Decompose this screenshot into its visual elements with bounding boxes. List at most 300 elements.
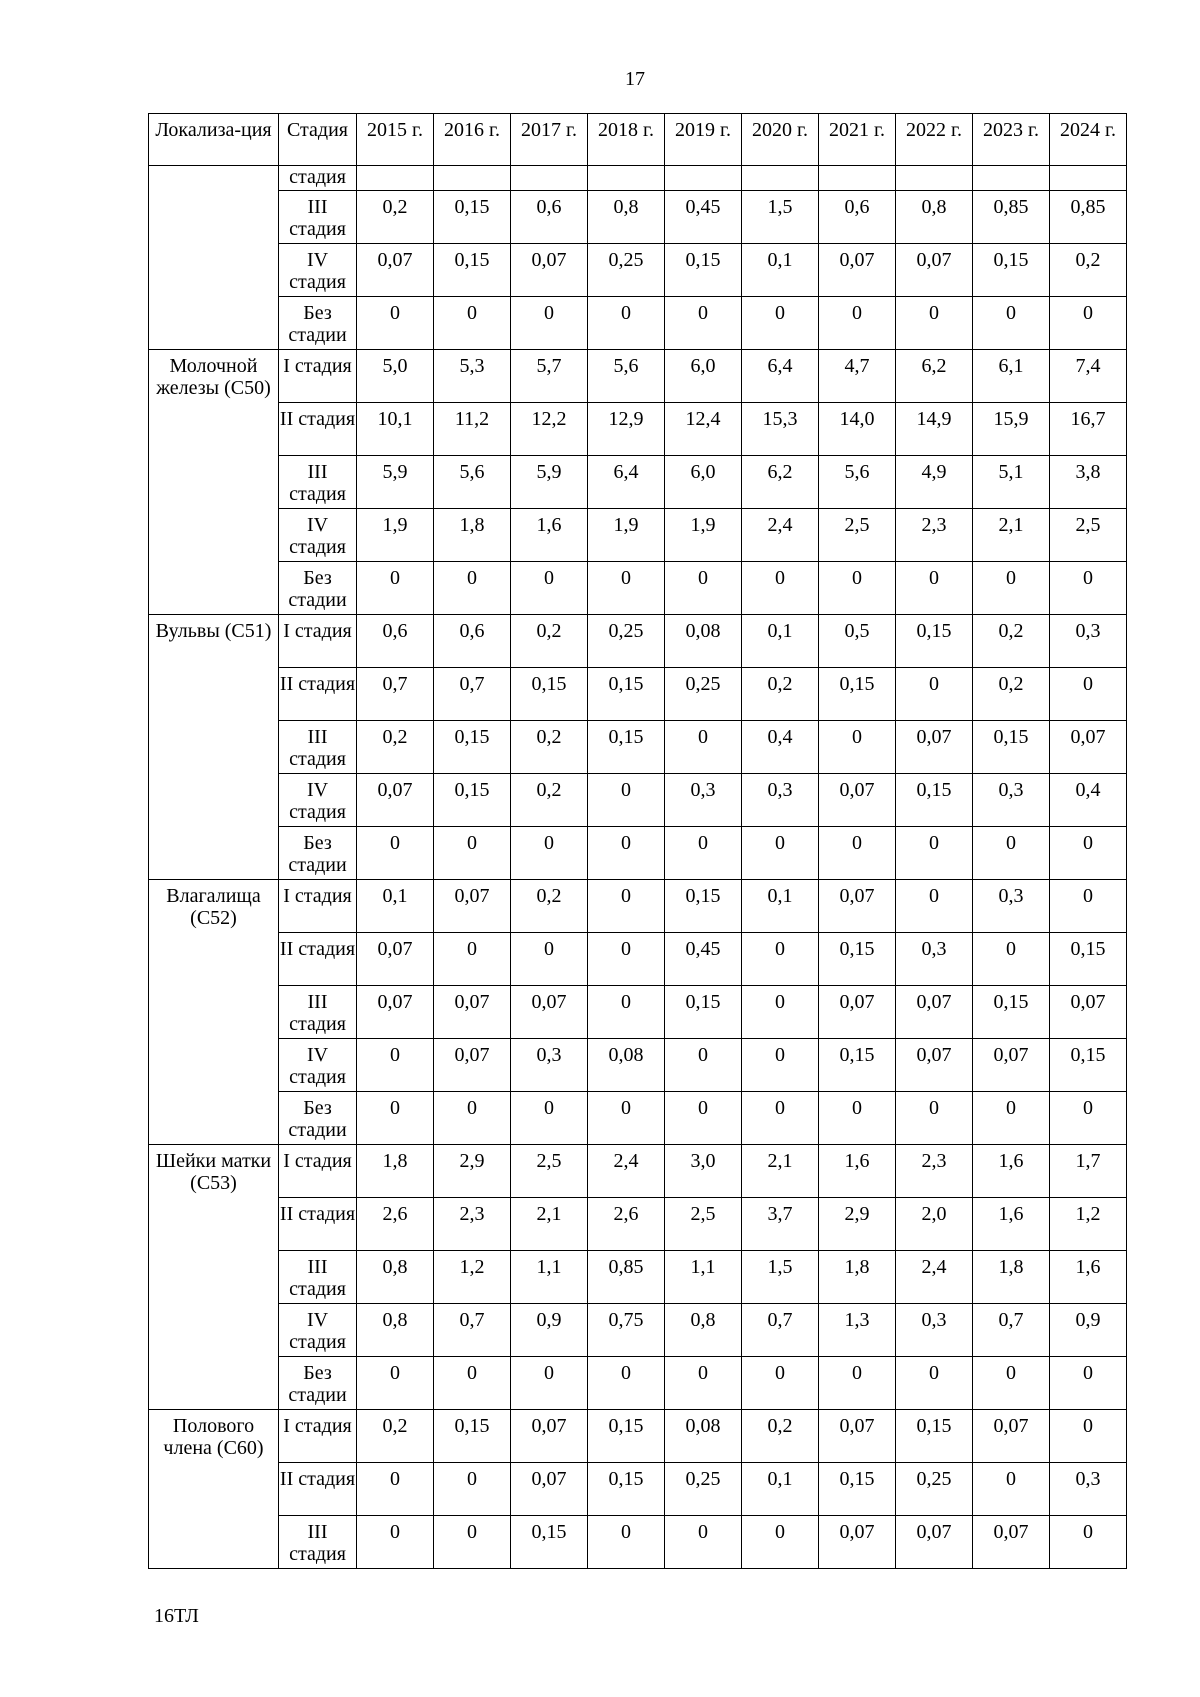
table-row — [149, 1251, 1127, 1304]
stage-cell: II стадия — [279, 1463, 357, 1516]
value-cell: 0,6 — [511, 191, 588, 244]
value-cell: 0 — [973, 1463, 1050, 1516]
value-cell: 0 — [665, 297, 742, 350]
value-cell: 0 — [1050, 668, 1127, 721]
value-cell: 2,5 — [665, 1198, 742, 1251]
value-cell: 0,15 — [896, 1410, 973, 1463]
table-header-row — [149, 114, 1127, 166]
value-cell: 0 — [1050, 562, 1127, 615]
footer-code: 16ТЛ — [154, 1605, 199, 1627]
value-cell: 0 — [588, 562, 665, 615]
value-cell: 0,15 — [819, 1463, 896, 1516]
value-cell: 0,3 — [973, 774, 1050, 827]
value-cell: 2,3 — [434, 1198, 511, 1251]
value-cell: 0 — [511, 933, 588, 986]
localization-cell: Полового члена (C60) — [149, 1410, 279, 1569]
value-cell: 0 — [1050, 1516, 1127, 1569]
header-year: 2024 г. — [1050, 114, 1127, 166]
stage-cell: IV стадия — [279, 244, 357, 297]
stage-cell: I стадия — [279, 880, 357, 933]
value-cell: 0 — [742, 1516, 819, 1569]
value-cell: 0 — [896, 297, 973, 350]
value-cell: 6,4 — [588, 456, 665, 509]
value-cell: 2,6 — [588, 1198, 665, 1251]
value-cell: 0,15 — [434, 1410, 511, 1463]
value-cell: 0,07 — [357, 986, 434, 1039]
stage-cell: I стадия — [279, 350, 357, 403]
value-cell: 0,1 — [742, 1463, 819, 1516]
value-cell: 0,07 — [819, 774, 896, 827]
value-cell: 0,7 — [357, 668, 434, 721]
value-cell: 0,07 — [434, 1039, 511, 1092]
value-cell: 0,2 — [973, 668, 1050, 721]
value-cell: 0 — [665, 562, 742, 615]
value-cell: 0 — [819, 297, 896, 350]
value-cell: 0 — [742, 827, 819, 880]
stage-cell: III стадия — [279, 1251, 357, 1304]
value-cell: 0,15 — [665, 244, 742, 297]
value-cell: 0,85 — [588, 1251, 665, 1304]
value-cell: 2,1 — [742, 1145, 819, 1198]
value-cell: 0 — [665, 1357, 742, 1410]
value-cell: 0,1 — [742, 244, 819, 297]
value-cell: 0,2 — [511, 615, 588, 668]
value-cell: 0,07 — [1050, 721, 1127, 774]
value-cell: 2,1 — [511, 1198, 588, 1251]
value-cell: 0 — [588, 1092, 665, 1145]
value-cell: 0,8 — [896, 191, 973, 244]
value-cell: 0 — [819, 1357, 896, 1410]
stage-cell: стадия — [279, 166, 357, 191]
value-cell: 0,07 — [357, 933, 434, 986]
value-cell: 0 — [588, 1516, 665, 1569]
value-cell: 7,4 — [1050, 350, 1127, 403]
stage-cell: III стадия — [279, 456, 357, 509]
stage-cell: II стадия — [279, 403, 357, 456]
value-cell: 0 — [1050, 297, 1127, 350]
value-cell: 0,07 — [819, 880, 896, 933]
localization-cell: Вульвы (C51) — [149, 615, 279, 880]
value-cell — [819, 166, 896, 191]
table-row — [149, 191, 1127, 244]
value-cell: 0,15 — [1050, 1039, 1127, 1092]
value-cell: 0 — [357, 1092, 434, 1145]
value-cell: 0,3 — [896, 933, 973, 986]
value-cell: 2,5 — [1050, 509, 1127, 562]
value-cell: 0 — [742, 933, 819, 986]
value-cell: 0 — [511, 297, 588, 350]
value-cell: 0,3 — [1050, 1463, 1127, 1516]
value-cell: 1,6 — [819, 1145, 896, 1198]
value-cell: 0,2 — [357, 721, 434, 774]
value-cell: 0,45 — [665, 191, 742, 244]
value-cell: 0 — [819, 721, 896, 774]
stage-cell: IV стадия — [279, 509, 357, 562]
value-cell: 12,4 — [665, 403, 742, 456]
value-cell: 0,15 — [819, 668, 896, 721]
value-cell: 0 — [357, 297, 434, 350]
value-cell: 0,07 — [973, 1410, 1050, 1463]
value-cell: 0 — [357, 1357, 434, 1410]
value-cell: 0,07 — [896, 1039, 973, 1092]
value-cell: 0,8 — [588, 191, 665, 244]
value-cell: 0,6 — [434, 615, 511, 668]
value-cell: 2,4 — [896, 1251, 973, 1304]
value-cell: 1,6 — [1050, 1251, 1127, 1304]
value-cell: 0 — [588, 986, 665, 1039]
value-cell: 6,2 — [896, 350, 973, 403]
value-cell: 1,3 — [819, 1304, 896, 1357]
value-cell: 0,07 — [357, 774, 434, 827]
value-cell: 5,9 — [357, 456, 434, 509]
value-cell: 0 — [896, 880, 973, 933]
value-cell: 0,15 — [665, 986, 742, 1039]
value-cell: 0,07 — [819, 1410, 896, 1463]
value-cell: 0,07 — [511, 1410, 588, 1463]
value-cell: 0,07 — [973, 1039, 1050, 1092]
value-cell: 0,1 — [742, 615, 819, 668]
stage-cell: I стадия — [279, 615, 357, 668]
value-cell: 12,9 — [588, 403, 665, 456]
header-year: 2015 г. — [357, 114, 434, 166]
value-cell: 6,0 — [665, 456, 742, 509]
value-cell: 2,0 — [896, 1198, 973, 1251]
table-row — [149, 1463, 1127, 1516]
stage-cell: Без стадии — [279, 1092, 357, 1145]
value-cell: 0,15 — [973, 721, 1050, 774]
value-cell: 0,07 — [511, 244, 588, 297]
value-cell: 6,4 — [742, 350, 819, 403]
value-cell: 0 — [973, 827, 1050, 880]
value-cell: 1,6 — [973, 1145, 1050, 1198]
value-cell: 1,2 — [434, 1251, 511, 1304]
table-row — [149, 774, 1127, 827]
value-cell: 4,9 — [896, 456, 973, 509]
header-year: 2017 г. — [511, 114, 588, 166]
table-row — [149, 1516, 1127, 1569]
value-cell: 1,5 — [742, 191, 819, 244]
value-cell: 0 — [434, 1463, 511, 1516]
value-cell: 0,45 — [665, 933, 742, 986]
value-cell: 0 — [434, 297, 511, 350]
value-cell: 0,3 — [742, 774, 819, 827]
value-cell: 0 — [434, 562, 511, 615]
value-cell: 0 — [434, 1516, 511, 1569]
value-cell: 0,08 — [665, 615, 742, 668]
stage-cell: Без стадии — [279, 827, 357, 880]
value-cell: 1,5 — [742, 1251, 819, 1304]
value-cell: 10,1 — [357, 403, 434, 456]
value-cell: 0 — [357, 562, 434, 615]
header-localization: Локализа-ция — [149, 114, 279, 166]
value-cell: 1,6 — [511, 509, 588, 562]
value-cell: 0 — [819, 562, 896, 615]
value-cell: 0 — [742, 1039, 819, 1092]
table-row — [149, 562, 1127, 615]
value-cell: 0 — [819, 1092, 896, 1145]
value-cell: 0 — [973, 933, 1050, 986]
value-cell: 6,2 — [742, 456, 819, 509]
value-cell: 0,7 — [434, 668, 511, 721]
value-cell: 0,07 — [434, 986, 511, 1039]
value-cell: 0,8 — [665, 1304, 742, 1357]
table-row — [149, 933, 1127, 986]
value-cell: 5,6 — [588, 350, 665, 403]
value-cell: 1,1 — [511, 1251, 588, 1304]
value-cell: 5,6 — [434, 456, 511, 509]
header-year: 2020 г. — [742, 114, 819, 166]
table-row — [149, 297, 1127, 350]
value-cell: 0,07 — [819, 986, 896, 1039]
value-cell: 0,25 — [588, 244, 665, 297]
value-cell: 15,3 — [742, 403, 819, 456]
value-cell: 0 — [896, 827, 973, 880]
value-cell: 12,2 — [511, 403, 588, 456]
value-cell: 0 — [434, 933, 511, 986]
value-cell: 0,2 — [511, 880, 588, 933]
table-row — [149, 827, 1127, 880]
value-cell: 0 — [588, 933, 665, 986]
value-cell — [511, 166, 588, 191]
value-cell: 0 — [665, 1039, 742, 1092]
stage-cell: III стадия — [279, 191, 357, 244]
value-cell: 0,7 — [742, 1304, 819, 1357]
value-cell: 14,9 — [896, 403, 973, 456]
value-cell: 0,15 — [588, 1410, 665, 1463]
table-row — [149, 986, 1127, 1039]
value-cell: 2,4 — [588, 1145, 665, 1198]
value-cell: 0,3 — [973, 880, 1050, 933]
value-cell — [588, 166, 665, 191]
header-year: 2019 г. — [665, 114, 742, 166]
table-row — [149, 721, 1127, 774]
value-cell: 0,3 — [665, 774, 742, 827]
value-cell: 0,07 — [819, 244, 896, 297]
value-cell: 0 — [588, 1357, 665, 1410]
value-cell: 0 — [511, 1357, 588, 1410]
value-cell: 1,8 — [819, 1251, 896, 1304]
localization-cell: Молочной железы (C50) — [149, 350, 279, 615]
table-row — [149, 509, 1127, 562]
value-cell: 0,15 — [973, 244, 1050, 297]
value-cell: 5,7 — [511, 350, 588, 403]
value-cell: 0 — [1050, 880, 1127, 933]
value-cell: 0,2 — [973, 615, 1050, 668]
value-cell: 0,3 — [896, 1304, 973, 1357]
value-cell: 0,1 — [742, 880, 819, 933]
value-cell — [742, 166, 819, 191]
value-cell: 0 — [357, 1516, 434, 1569]
value-cell: 15,9 — [973, 403, 1050, 456]
value-cell: 0 — [742, 986, 819, 1039]
value-cell: 0,08 — [665, 1410, 742, 1463]
value-cell: 1,9 — [357, 509, 434, 562]
value-cell: 1,9 — [665, 509, 742, 562]
table-row — [149, 350, 1127, 403]
value-cell: 0,07 — [896, 1516, 973, 1569]
value-cell: 2,5 — [511, 1145, 588, 1198]
value-cell: 0,25 — [665, 668, 742, 721]
value-cell: 2,9 — [819, 1198, 896, 1251]
value-cell: 5,0 — [357, 350, 434, 403]
table-row — [149, 1357, 1127, 1410]
value-cell: 0,07 — [896, 721, 973, 774]
table-row — [149, 1198, 1127, 1251]
value-cell: 0 — [1050, 1092, 1127, 1145]
value-cell: 0,08 — [588, 1039, 665, 1092]
value-cell: 0 — [511, 562, 588, 615]
value-cell: 3,7 — [742, 1198, 819, 1251]
value-cell: 0,85 — [1050, 191, 1127, 244]
header-year: 2023 г. — [973, 114, 1050, 166]
value-cell: 0,9 — [511, 1304, 588, 1357]
value-cell: 0,07 — [357, 244, 434, 297]
localization-cell: Влагалища (C52) — [149, 880, 279, 1145]
table-row — [149, 166, 1127, 191]
stage-distribution-table — [148, 113, 1127, 1569]
value-cell: 0 — [742, 297, 819, 350]
stage-cell: I стадия — [279, 1145, 357, 1198]
value-cell: 1,8 — [434, 509, 511, 562]
value-cell — [357, 166, 434, 191]
table-row — [149, 1304, 1127, 1357]
value-cell: 1,8 — [973, 1251, 1050, 1304]
value-cell — [434, 166, 511, 191]
stage-cell: Без стадии — [279, 1357, 357, 1410]
value-cell: 0,2 — [511, 774, 588, 827]
value-cell: 0 — [357, 1039, 434, 1092]
value-cell: 0,85 — [973, 191, 1050, 244]
value-cell: 0 — [588, 827, 665, 880]
value-cell: 0,4 — [742, 721, 819, 774]
value-cell: 2,5 — [819, 509, 896, 562]
value-cell: 11,2 — [434, 403, 511, 456]
value-cell: 0 — [1050, 1357, 1127, 1410]
value-cell: 0 — [973, 1092, 1050, 1145]
value-cell: 0,07 — [819, 1516, 896, 1569]
value-cell: 0,15 — [434, 721, 511, 774]
value-cell: 1,6 — [973, 1198, 1050, 1251]
value-cell: 0 — [896, 1092, 973, 1145]
value-cell: 2,4 — [742, 509, 819, 562]
value-cell: 0,1 — [357, 880, 434, 933]
value-cell: 0,15 — [511, 1516, 588, 1569]
value-cell: 0 — [511, 827, 588, 880]
value-cell: 5,1 — [973, 456, 1050, 509]
value-cell: 2,9 — [434, 1145, 511, 1198]
value-cell: 2,6 — [357, 1198, 434, 1251]
value-cell: 5,6 — [819, 456, 896, 509]
table-body — [149, 166, 1127, 1569]
value-cell: 0 — [588, 774, 665, 827]
value-cell: 0,5 — [819, 615, 896, 668]
value-cell: 0 — [588, 880, 665, 933]
value-cell: 0 — [434, 1357, 511, 1410]
value-cell: 0,75 — [588, 1304, 665, 1357]
stage-cell: IV стадия — [279, 774, 357, 827]
value-cell: 0,2 — [742, 1410, 819, 1463]
value-cell: 2,1 — [973, 509, 1050, 562]
value-cell: 0 — [665, 827, 742, 880]
value-cell: 0,15 — [588, 721, 665, 774]
value-cell: 0,8 — [357, 1304, 434, 1357]
table-row — [149, 668, 1127, 721]
value-cell: 0,07 — [511, 986, 588, 1039]
value-cell: 0 — [819, 827, 896, 880]
value-cell: 1,9 — [588, 509, 665, 562]
value-cell: 0,15 — [819, 933, 896, 986]
table-row — [149, 1039, 1127, 1092]
value-cell — [896, 166, 973, 191]
stage-cell: II стадия — [279, 668, 357, 721]
value-cell: 0 — [665, 1516, 742, 1569]
value-cell: 0,15 — [896, 615, 973, 668]
table-row — [149, 1092, 1127, 1145]
value-cell: 2,3 — [896, 1145, 973, 1198]
value-cell: 0,07 — [896, 244, 973, 297]
value-cell: 0,15 — [973, 986, 1050, 1039]
value-cell: 0,3 — [511, 1039, 588, 1092]
stage-cell: II стадия — [279, 933, 357, 986]
value-cell: 0 — [973, 1357, 1050, 1410]
value-cell: 0 — [434, 1092, 511, 1145]
value-cell: 0,07 — [434, 880, 511, 933]
value-cell: 6,1 — [973, 350, 1050, 403]
header-year: 2021 г. — [819, 114, 896, 166]
table-row — [149, 615, 1127, 668]
value-cell: 2,3 — [896, 509, 973, 562]
value-cell: 0,8 — [357, 1251, 434, 1304]
value-cell: 0 — [357, 1463, 434, 1516]
value-cell: 0,25 — [665, 1463, 742, 1516]
value-cell: 0,4 — [1050, 774, 1127, 827]
value-cell — [1050, 166, 1127, 191]
stage-cell: III стадия — [279, 986, 357, 1039]
table-row — [149, 880, 1127, 933]
stage-cell: I стадия — [279, 1410, 357, 1463]
value-cell: 3,8 — [1050, 456, 1127, 509]
localization-cell — [149, 166, 279, 350]
value-cell: 0,25 — [896, 1463, 973, 1516]
value-cell: 0,2 — [357, 191, 434, 244]
value-cell: 5,3 — [434, 350, 511, 403]
value-cell: 3,0 — [665, 1145, 742, 1198]
stage-cell: III стадия — [279, 721, 357, 774]
value-cell: 0,15 — [511, 668, 588, 721]
value-cell: 1,8 — [357, 1145, 434, 1198]
value-cell: 0,15 — [896, 774, 973, 827]
value-cell: 0,15 — [434, 191, 511, 244]
page-number: 17 — [625, 68, 645, 90]
value-cell: 0,07 — [1050, 986, 1127, 1039]
value-cell: 0 — [588, 297, 665, 350]
value-cell: 4,7 — [819, 350, 896, 403]
value-cell: 0,9 — [1050, 1304, 1127, 1357]
value-cell: 0,2 — [511, 721, 588, 774]
value-cell: 0 — [973, 562, 1050, 615]
value-cell: 0 — [1050, 827, 1127, 880]
value-cell: 0,15 — [434, 244, 511, 297]
header-year: 2022 г. — [896, 114, 973, 166]
value-cell: 0,3 — [1050, 615, 1127, 668]
value-cell: 6,0 — [665, 350, 742, 403]
value-cell: 0 — [742, 1357, 819, 1410]
header-year: 2016 г. — [434, 114, 511, 166]
table-row — [149, 456, 1127, 509]
value-cell: 0,07 — [973, 1516, 1050, 1569]
value-cell: 0,2 — [742, 668, 819, 721]
value-cell: 0,15 — [819, 1039, 896, 1092]
